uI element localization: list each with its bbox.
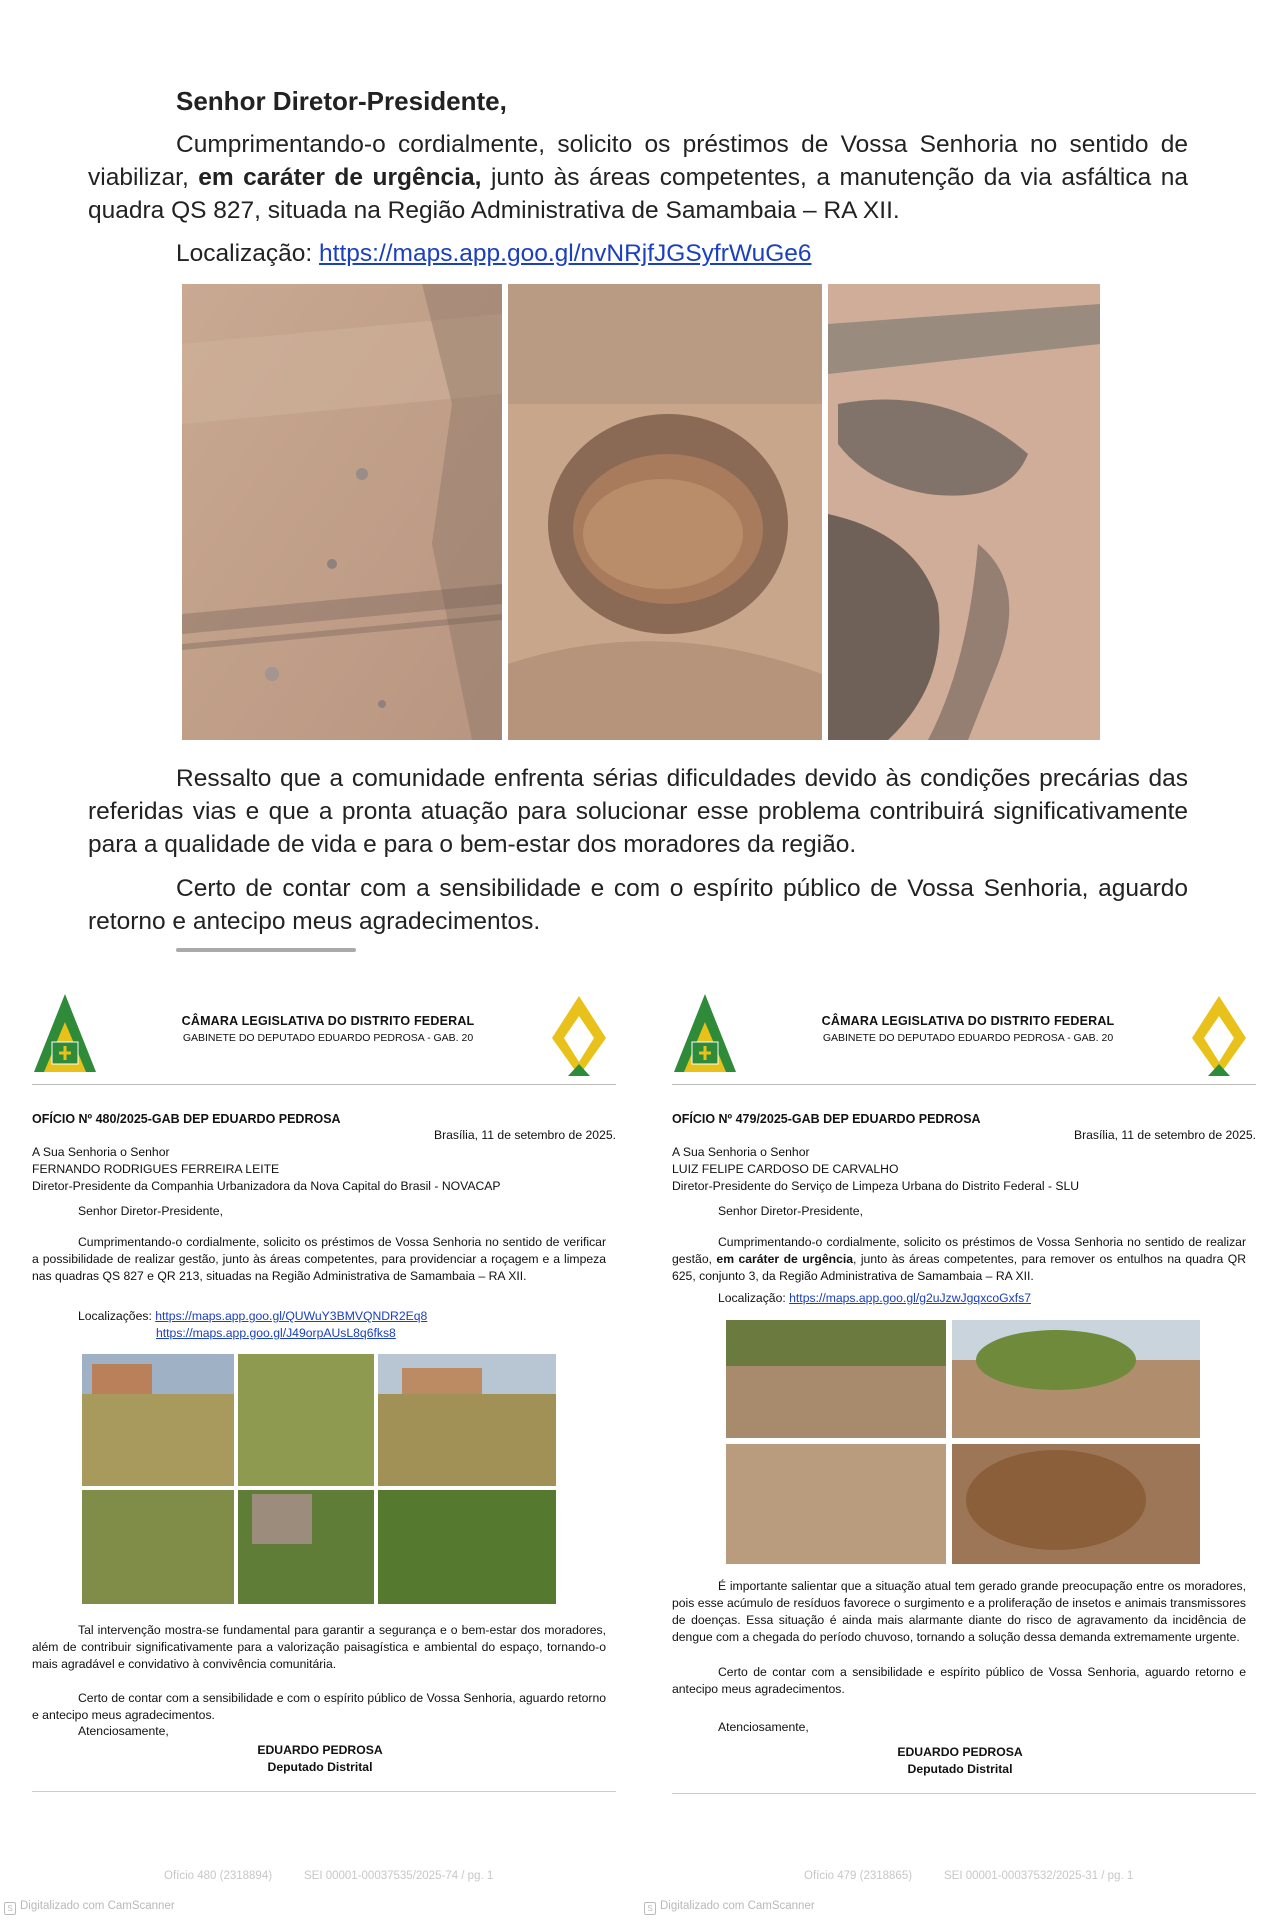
scanner-watermark-left <box>4 1900 175 1915</box>
top-salutation: Senhor Diretor-Presidente, <box>176 86 507 116</box>
location-link[interactable]: https://maps.app.goo.gl/g2uJzwJgqxcoGxfs7 <box>789 1291 1031 1305</box>
paragraph-1-text: Cumprimentando-o cordialmente, solicito os préstimos de Vossa Senhoria no sentido de verificar a possibilidade de realizar gestão, junto às áreas competentes, para providenciar a roçagem e a limpeza nas quadras QS 827 e QR 213, situadas na Região Administrativa de Samambaia – RA XII. <box>32 1235 606 1283</box>
paragraph-1 <box>672 1234 1246 1285</box>
location-link-2[interactable]: https://maps.app.goo.gl/J49orpAUsL8q6fks8 <box>156 1326 396 1340</box>
addressee-intro: A Sua Senhoria o Senhor <box>32 1145 170 1159</box>
paragraph-1-text-a: Cumprimentando-o cordialmente, solicito os préstimos de Vossa Senhoria no sentido de realizar gestão, <box>672 1235 1246 1266</box>
letter-date: Brasília, 11 de setembro de 2025. <box>1073 1128 1256 1142</box>
camscanner-icon: S <box>644 1902 656 1915</box>
paragraph-1 <box>32 1234 606 1285</box>
brasilia-logo-icon <box>548 994 610 1078</box>
paragraph-3-text: Certo de contar com a sensibilidade e espírito público de Vossa Senhoria, aguardo retorno e antecipo meus agradecimentos. <box>672 1665 1246 1696</box>
top-paragraph-1 <box>88 128 1188 227</box>
camscanner-icon: S <box>4 1902 16 1915</box>
addressee-intro: A Sua Senhoria o Senhor <box>672 1145 810 1159</box>
bottom-divider <box>672 1793 1256 1794</box>
paragraph-2-text: É importante salientar que a situação atual tem gerado grande preocupação entre os moradores, pois esse acúmulo de resíduos favorece o surgimento e a proliferação de insetos e animais transmissores de doenças. Essa situação é ainda mais alarmante diante do risco de agravamento da incidência de dengue com a chegada do período chuvoso, tornando a solução dessa demanda extremamente urgente. <box>672 1579 1246 1644</box>
location-label: Localização: <box>718 1291 790 1305</box>
scanner-text: Digitalizado com CamScanner <box>660 1900 815 1912</box>
header-subtitle: GABINETE DO DEPUTADO EDUARDO PEDROSA - GAB. 20 <box>822 1032 1114 1044</box>
header-title: CÂMARA LEGISLATIVA DO DISTRITO FEDERAL <box>821 1014 1115 1028</box>
addressee-name: LUIZ FELIPE CARDOSO DE CARVALHO <box>672 1162 899 1176</box>
closing: Atenciosamente, <box>718 1720 809 1734</box>
header-title: CÂMARA LEGISLATIVA DO DISTRITO FEDERAL <box>181 1014 475 1028</box>
oficio-number: OFÍCIO Nº 479/2025-GAB DEP EDUARDO PEDROSA <box>672 1112 981 1126</box>
location-link-1[interactable]: https://maps.app.goo.gl/QUWuY3BMVQNDR2Eq8 <box>155 1309 428 1323</box>
addressee-role: Diretor-Presidente do Serviço de Limpeza Urbana do Distrito Federal - SLU <box>672 1179 1080 1193</box>
photo-road-puddle <box>828 284 1100 740</box>
addressee-block <box>672 1144 1079 1195</box>
top-p1-bold: em caráter de urgência, <box>198 164 482 191</box>
paragraph-3 <box>32 1690 606 1724</box>
salutation: Senhor Diretor-Presidente, <box>78 1204 223 1218</box>
top-p1-text-b: junto às áreas competentes, a manutenção da via asfáltica na quadra QS 827, situada na Região Administrativa de Samambaia – RA XII. <box>88 164 1188 224</box>
photo-grid-grass <box>82 1354 556 1604</box>
top-location <box>176 240 812 268</box>
locations-block <box>78 1308 427 1342</box>
paragraph-1-bold: em caráter de urgência <box>716 1252 854 1266</box>
paragraph-3 <box>672 1664 1246 1698</box>
paragraph-2-text: Tal intervenção mostra-se fundamental para garantir a segurança e o bem-estar dos moradores, além de contribuir significativamente para a valorização paisagística e ambiental do espaço, tornando-o mais agradável e convidativo à convivência comunitária. <box>32 1623 606 1671</box>
paragraph-3-text: Certo de contar com a sensibilidade e com o espírito público de Vossa Senhoria, aguardo retorno e antecipo meus agradecimentos. <box>32 1691 606 1722</box>
top-p1-text-a: Cumprimentando-o cordialmente, solicito os préstimos de Vossa Senhoria no sentido de viabilizar, <box>88 131 1188 191</box>
signer-name: EDUARDO PEDROSA <box>257 1743 383 1757</box>
brasilia-logo-icon <box>1188 994 1250 1078</box>
top-p3-text: Certo de contar com a sensibilidade e com o espírito público de Vossa Senhoria, aguardo retorno e antecipo meus agradecimentos. <box>88 875 1188 935</box>
paragraph-1-text-b: , junto às áreas competentes, para remover os entulhos na quadra QR 625, conjunto 3, da Região Administrativa de Samambaia – RA XII. <box>672 1252 1246 1283</box>
paragraph-2 <box>32 1622 606 1673</box>
addressee-role: Diretor-Presidente da Companhia Urbanizadora da Nova Capital do Brasil - NOVACAP <box>32 1179 501 1193</box>
locations-label: Localizações: <box>78 1309 156 1323</box>
salutation: Senhor Diretor-Presidente, <box>718 1204 863 1218</box>
letter-479 <box>670 990 1266 1776</box>
top-paragraph-3 <box>88 872 1188 938</box>
photo-road-cracked <box>182 284 502 740</box>
signature-block <box>662 1744 1258 1778</box>
photo-road-pothole <box>508 284 822 740</box>
footer-480: Ofício 480 (2318894) SEI 00001-00037535/2025-74 / pg. 1 <box>164 1870 494 1882</box>
location-block <box>718 1290 1031 1307</box>
header-divider <box>672 1084 1256 1085</box>
signer-title: Deputado Distrital <box>907 1762 1013 1776</box>
letter-date: Brasília, 11 de setembro de 2025. <box>433 1128 616 1142</box>
addressee-name: FERNANDO RODRIGUES FERREIRA LEITE <box>32 1162 280 1176</box>
signer-title: Deputado Distrital <box>267 1760 373 1774</box>
scanner-text: Digitalizado com CamScanner <box>20 1900 175 1912</box>
header-subtitle: GABINETE DO DEPUTADO EDUARDO PEDROSA - GAB. 20 <box>182 1032 474 1044</box>
top-p2-text: Ressalto que a comunidade enfrenta sérias dificuldades devido às condições precárias das referidas vias e que a pronta atuação para solucionar esse problema contribuirá significativamente para a qualidade de vida e para o bem-estar dos moradores da região. <box>88 765 1188 858</box>
letter-480 <box>30 990 626 1774</box>
closing: Atenciosamente, <box>78 1724 169 1738</box>
scanner-watermark-right <box>644 1900 815 1915</box>
signer-name: EDUARDO PEDROSA <box>897 1745 1023 1759</box>
top-paragraph-2 <box>88 762 1188 861</box>
top-location-label: Localização: <box>176 240 320 267</box>
footer-479: Ofício 479 (2318865) SEI 00001-00037532/2025-31 / pg. 1 <box>804 1870 1134 1882</box>
signature-block <box>22 1742 618 1776</box>
top-location-link[interactable]: https://maps.app.goo.gl/nvNRjfJGSyfrWuGe6 <box>319 240 812 267</box>
addressee-block <box>32 1144 501 1195</box>
cut-off-text-line <box>176 942 376 952</box>
header-divider <box>32 1084 616 1085</box>
photo-grid-debris <box>726 1320 1200 1564</box>
oficio-number: OFÍCIO Nº 480/2025-GAB DEP EDUARDO PEDROSA <box>32 1112 341 1126</box>
bottom-divider <box>32 1791 616 1792</box>
paragraph-2 <box>672 1578 1246 1646</box>
